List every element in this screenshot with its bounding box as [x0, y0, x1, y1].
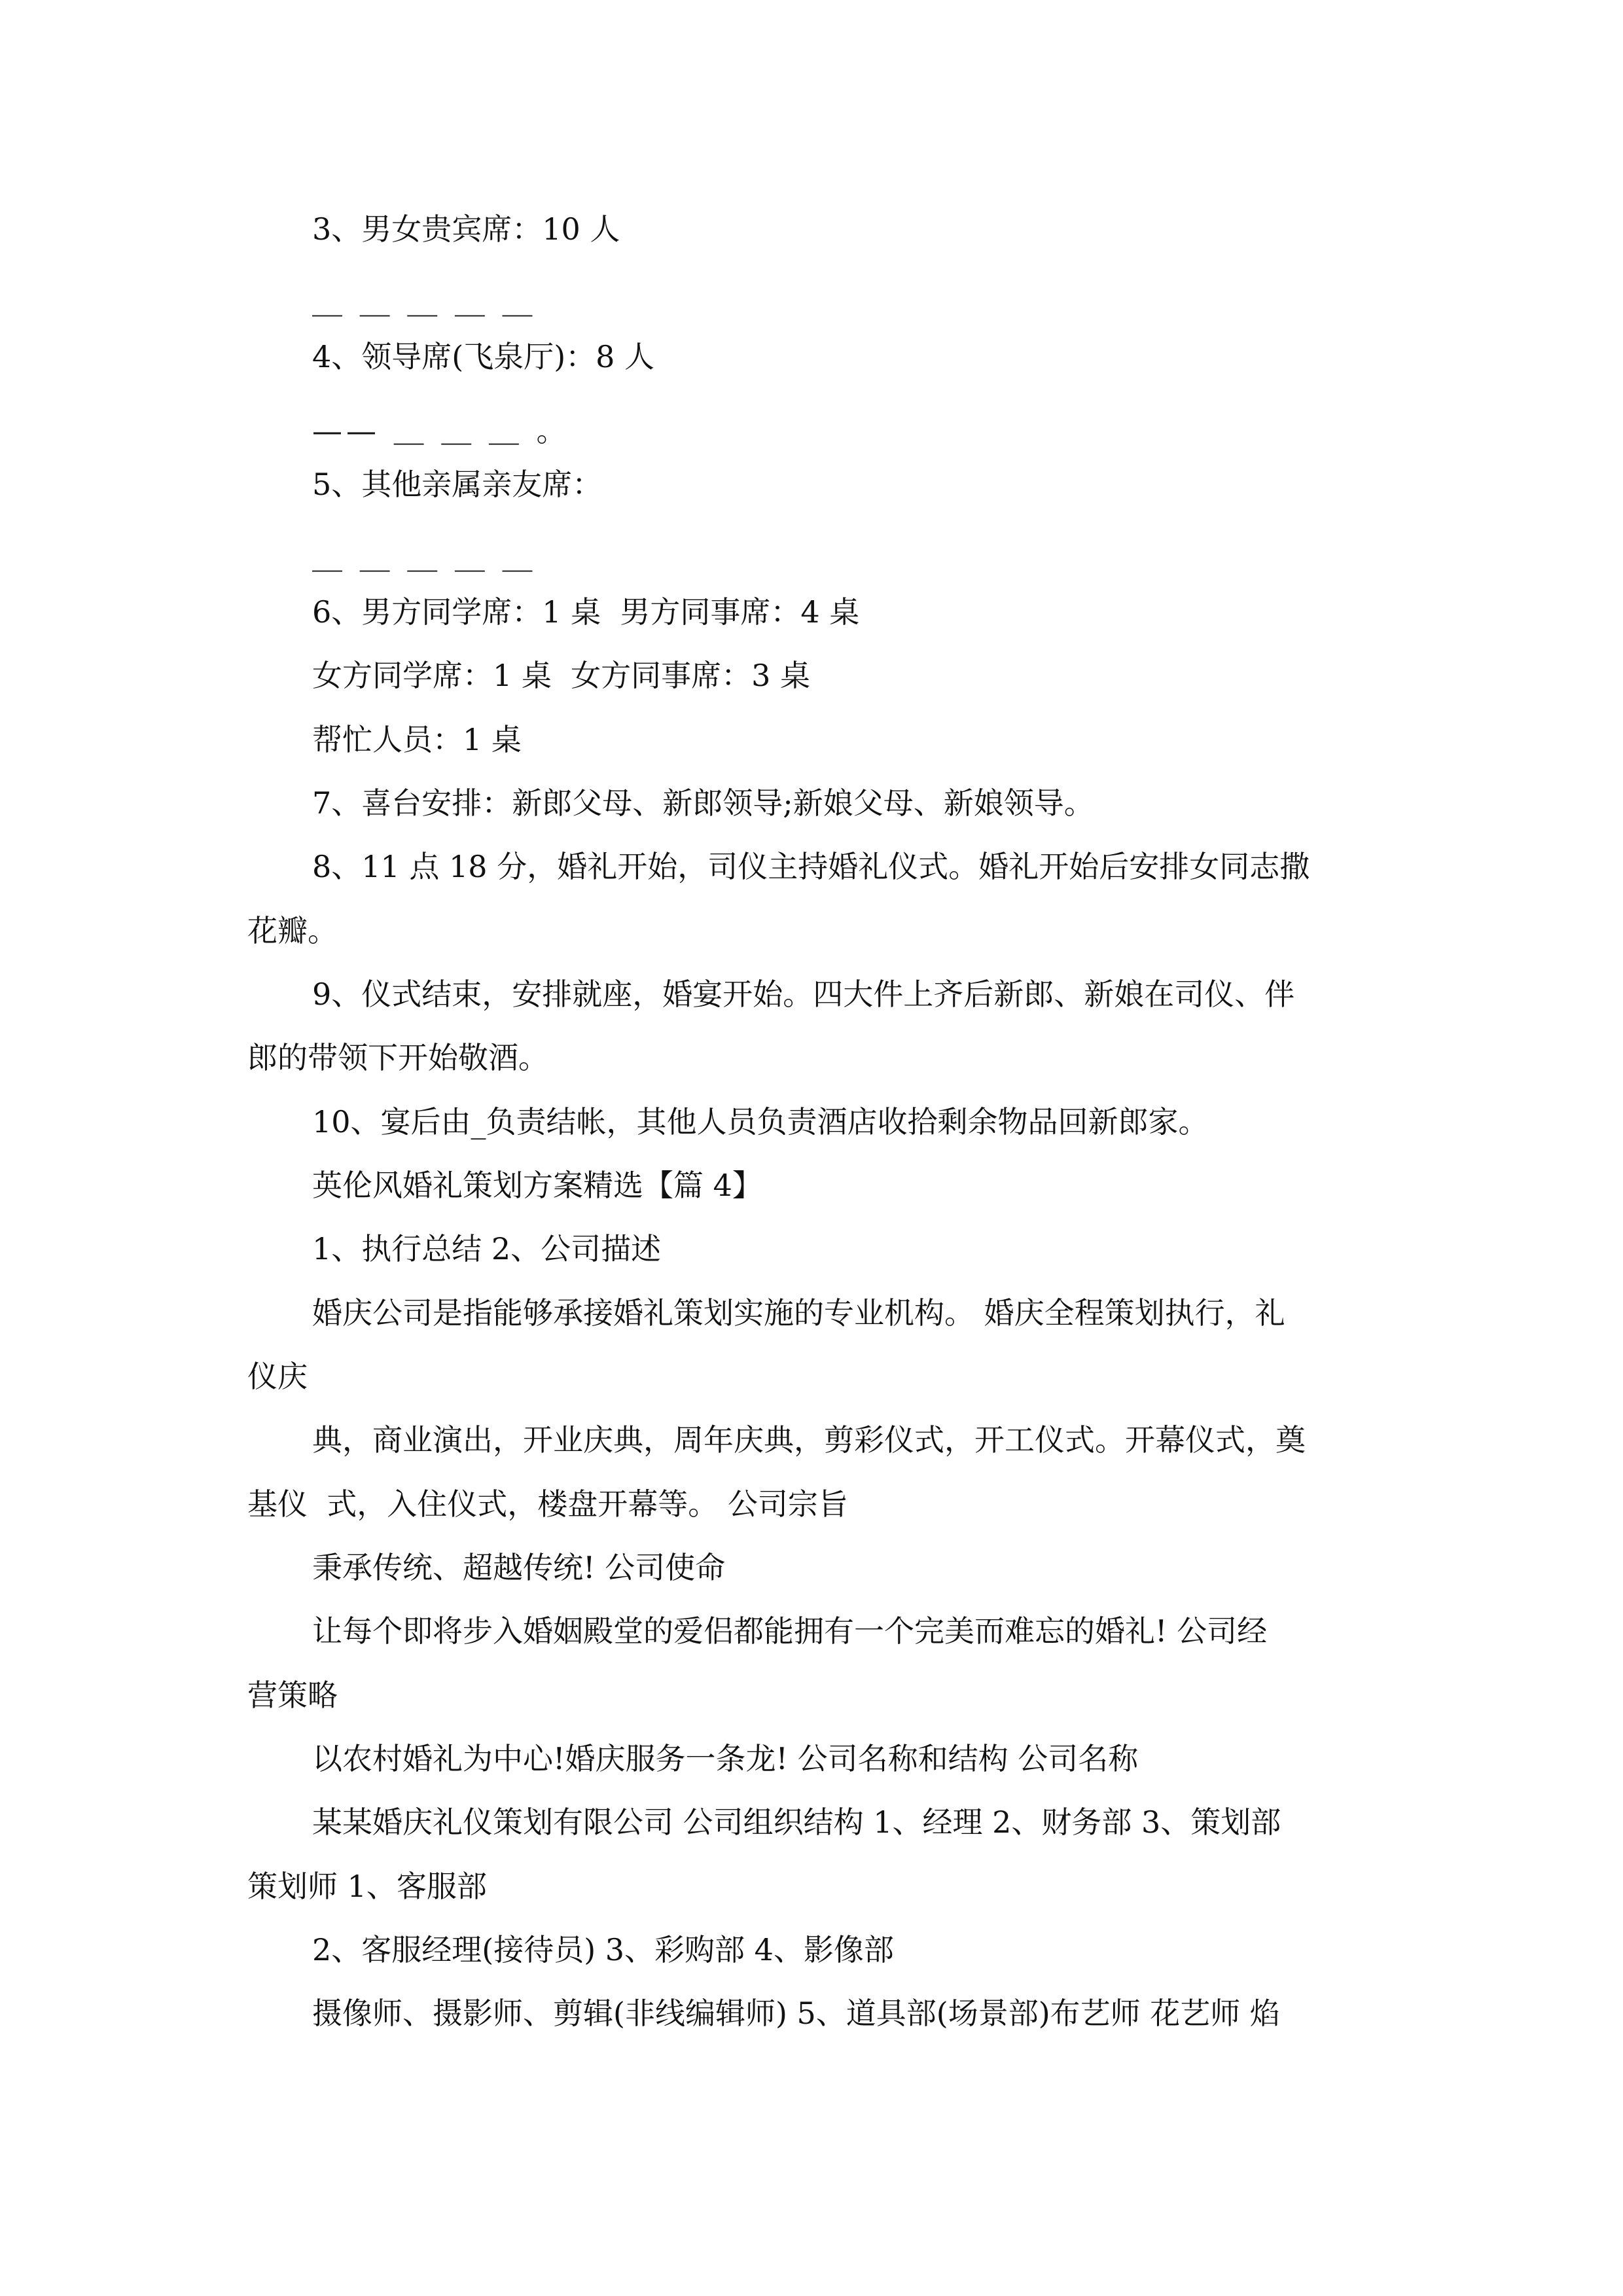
text-line: 婚庆公司是指能够承接婚礼策划实施的专业机构。 婚庆全程策划执行，礼 — [312, 1295, 1285, 1331]
text-line: 基仪 式，入住仪式，楼盘开幕等。 公司宗旨 — [247, 1486, 848, 1522]
blank-line: ＿ ＿ ＿ ＿ ＿ — [312, 540, 537, 575]
text-line: 摄像师、摄影师、剪辑(非线编辑师) 5、道具部(场景部)布艺师 花艺师 焰 — [312, 1996, 1280, 2031]
text-line: 10、宴后由_负责结帐，其他人员负责酒店收拾剩余物品回新郎家。 — [312, 1104, 1209, 1139]
text-line: 1、执行总结 2、公司描述 — [312, 1231, 662, 1266]
text-line: 典，商业演出，开业庆典，周年庆典，剪彩仪式，开工仪式。开幕仪式，奠 — [312, 1422, 1306, 1458]
blank-line: ＿ ＿ ＿ ＿ ＿ — [312, 285, 537, 320]
text-line: 4、领导席(飞泉厅)：8 人 — [312, 339, 655, 374]
text-line: 8、11 点 18 分，婚礼开始，司仪主持婚礼仪式。婚礼开始后安排女同志撒 — [312, 849, 1310, 884]
text-line: 秉承传统、超越传统! 公司使命 — [312, 1550, 726, 1585]
text-line: 仪庆 — [247, 1359, 308, 1394]
text-line: 帮忙人员：1 桌 — [312, 722, 522, 757]
text-line: 郎的带领下开始敬酒。 — [247, 1040, 548, 1075]
text-line: 以农村婚礼为中心!婚庆服务一条龙! 公司名称和结构 公司名称 — [312, 1741, 1139, 1776]
text-line: 策划师 1、客服部 — [247, 1869, 487, 1904]
section-heading: 英伦风婚礼策划方案精选【篇 4】 — [312, 1168, 762, 1203]
text-line: 营策略 — [247, 1677, 338, 1713]
text-line: 7、喜台安排：新郎父母、新郎领导;新娘父母、新娘领导。 — [312, 785, 1094, 821]
text-line: 9、仪式结束，安排就座，婚宴开始。四大件上齐后新郎、新娘在司仪、伴 — [312, 977, 1295, 1012]
text-line: 5、其他亲属亲友席： — [312, 467, 603, 502]
text-line: 2、客服经理(接待员) 3、彩购部 4、影像部 — [312, 1932, 894, 1967]
text-line: 花瓣。 — [247, 913, 338, 948]
blank-line: —— ＿ ＿ ＿ 。 — [312, 413, 571, 448]
text-line: 6、男方同学席：1 桌 男方同事席：4 桌 — [312, 594, 860, 630]
text-line: 女方同学席：1 桌 女方同事席：3 桌 — [312, 658, 811, 693]
text-line: 某某婚庆礼仪策划有限公司 公司组织结构 1、经理 2、财务部 3、策划部 — [312, 1804, 1281, 1840]
text-line: 让每个即将步入婚姻殿堂的爱侣都能拥有一个完美而难忘的婚礼! 公司经 — [312, 1613, 1268, 1649]
text-line: 3、男女贵宾席：10 人 — [312, 211, 620, 247]
